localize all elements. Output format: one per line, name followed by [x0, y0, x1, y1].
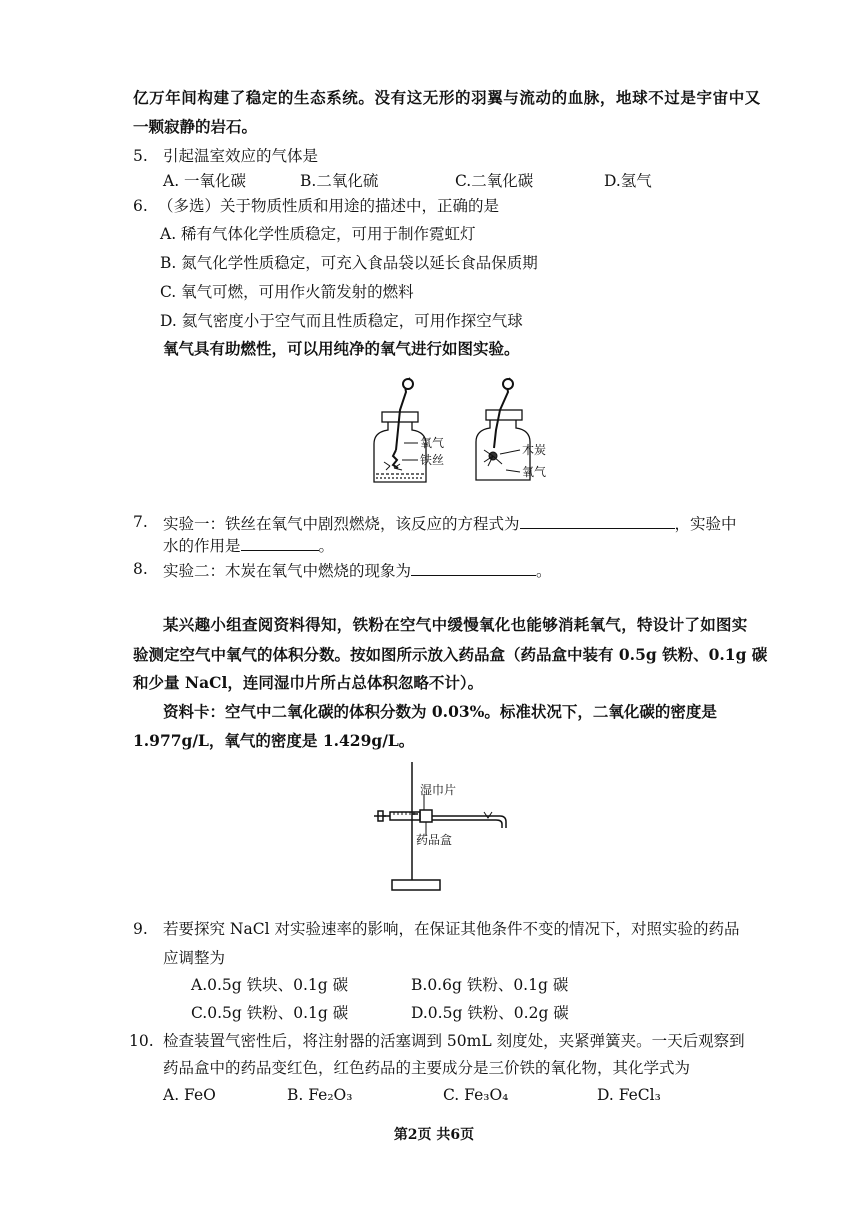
q8-phenomenon-blank[interactable] [411, 559, 536, 576]
iron-stand [392, 762, 440, 890]
q9-option-d: D.0.5g 铁粉、0.2g 碳 [411, 1004, 569, 1022]
q8-text-a: 实验二：木炭在氧气中燃烧的现象为 [163, 562, 412, 580]
q10-line-1: 检查装置气密性后，将注射器的活塞调到 50mL 刻度处，夹紧弹簧夹。一天后观察到 [163, 1032, 745, 1050]
q5-option-c: C.二氧化碳 [455, 172, 534, 190]
combustion-figure [360, 370, 580, 495]
iron-wire-holder [393, 378, 413, 468]
info-card-line-2: 1.977g/L，氧气的密度是 1.429g/L。 [133, 731, 415, 750]
q5-option-d: D.氢气 [604, 172, 652, 190]
q6-option-a: A. 稀有气体化学性质稳定，可用于制作霓虹灯 [160, 225, 476, 243]
charcoal-glow [484, 450, 502, 466]
iron-intro-line-1: 某兴趣小组查阅资料得知，铁粉在空气中缓慢氧化也能够消耗氧气，特设计了如图实 [163, 615, 748, 634]
q10-number: 10. [129, 1032, 154, 1050]
oxygen-intro: 氧气具有助燃性，可以用纯净的氧气进行如图实验。 [163, 339, 520, 358]
label-wet-wipe: 湿巾片 [420, 783, 457, 797]
q5-option-a: A. 一氧化碳 [163, 172, 247, 190]
q10-option-b: B. Fe₂O₃ [287, 1086, 353, 1104]
info-card-line-1: 资料卡：空气中二氧化碳的体积分数为 0.03%。标准状况下，二氧化碳的密度是 [163, 702, 717, 721]
q7-equation-blank[interactable] [520, 512, 675, 529]
q6-option-c: C. 氧气可燃，可用作火箭发射的燃料 [160, 283, 414, 301]
label-drug-box: 药品盒 [416, 833, 453, 847]
q10-option-a: A. FeO [163, 1086, 216, 1104]
q5-stem: 引起温室效应的气体是 [163, 147, 319, 165]
page-footer: 第2页 共6页 [393, 1127, 475, 1143]
iron-intro-line-2: 验测定空气中氧气的体积分数。按如图所示放入药品盒（药品盒中装有 0.5g 铁粉、0.1g 碳 [133, 645, 768, 664]
spring-clip [484, 812, 492, 818]
passage-line-2: 一颗寂静的岩石。 [133, 117, 258, 136]
bottle-iron [374, 412, 426, 482]
syringe-apparatus-figure [372, 758, 522, 898]
q7-text-b: ，实验中 [674, 515, 737, 533]
q7-water-role-blank[interactable] [241, 534, 319, 551]
q9-line-1: 若要探究 NaCl 对实验速率的影响，在保证其他条件不变的情况下，对照实验的药品 [163, 920, 740, 938]
q7-text-d: 。 [318, 537, 335, 555]
q9-option-a: A.0.5g 铁块、0.1g 碳 [191, 976, 349, 994]
q6-number: 6. [133, 197, 148, 215]
q9-option-b: B.0.6g 铁粉、0.1g 碳 [411, 976, 569, 994]
q6-option-d: D. 氦气密度小于空气而且性质稳定，可用作探空气球 [160, 312, 523, 330]
q9-option-c: C.0.5g 铁粉、0.1g 碳 [191, 1004, 349, 1022]
passage-line-1: 亿万年间构建了稳定的生态系统。没有这无形的羽翼与流动的血脉，地球不过是宇宙中又 [133, 88, 761, 107]
q7-number: 7. [133, 513, 148, 531]
label-iron-wire: 铁丝 [420, 453, 445, 467]
label-oxygen-2: 氧气 [522, 465, 547, 479]
charcoal-holder [494, 378, 513, 448]
label-charcoal: 木炭 [522, 443, 547, 457]
q10-option-c: C. Fe₃O₄ [443, 1086, 509, 1104]
q7-line-1 [163, 512, 737, 534]
q9-line-2: 应调整为 [163, 949, 226, 967]
label-oxygen-1: 氧气 [420, 436, 445, 450]
q7-text-c: 水的作用是 [163, 537, 241, 555]
q8-number: 8. [133, 560, 148, 578]
q8-text-b: 。 [536, 562, 552, 580]
q10-line-2: 药品盒中的药品变红色，红色药品的主要成分是三价铁的氧化物，其化学式为 [163, 1059, 691, 1077]
q10-option-d: D. FeCl₃ [597, 1086, 661, 1104]
q6-stem: （多选）关于物质性质和用途的描述中，正确的是 [158, 197, 500, 215]
iron-intro-line-3: 和少量 NaCl，连同湿巾片所占总体积忽略不计）。 [133, 673, 484, 692]
q5-option-b: B.二氧化硫 [300, 172, 379, 190]
q9-number: 9. [133, 920, 148, 938]
q6-option-b: B. 氮气化学性质稳定，可充入食品袋以延长食品保质期 [160, 254, 538, 272]
q7-text-a: 实验一：铁丝在氧气中剧烈燃烧，该反应的方程式为 [163, 515, 520, 533]
q8-line [163, 559, 552, 581]
q7-line-2 [163, 534, 334, 556]
q5-number: 5. [133, 147, 148, 165]
